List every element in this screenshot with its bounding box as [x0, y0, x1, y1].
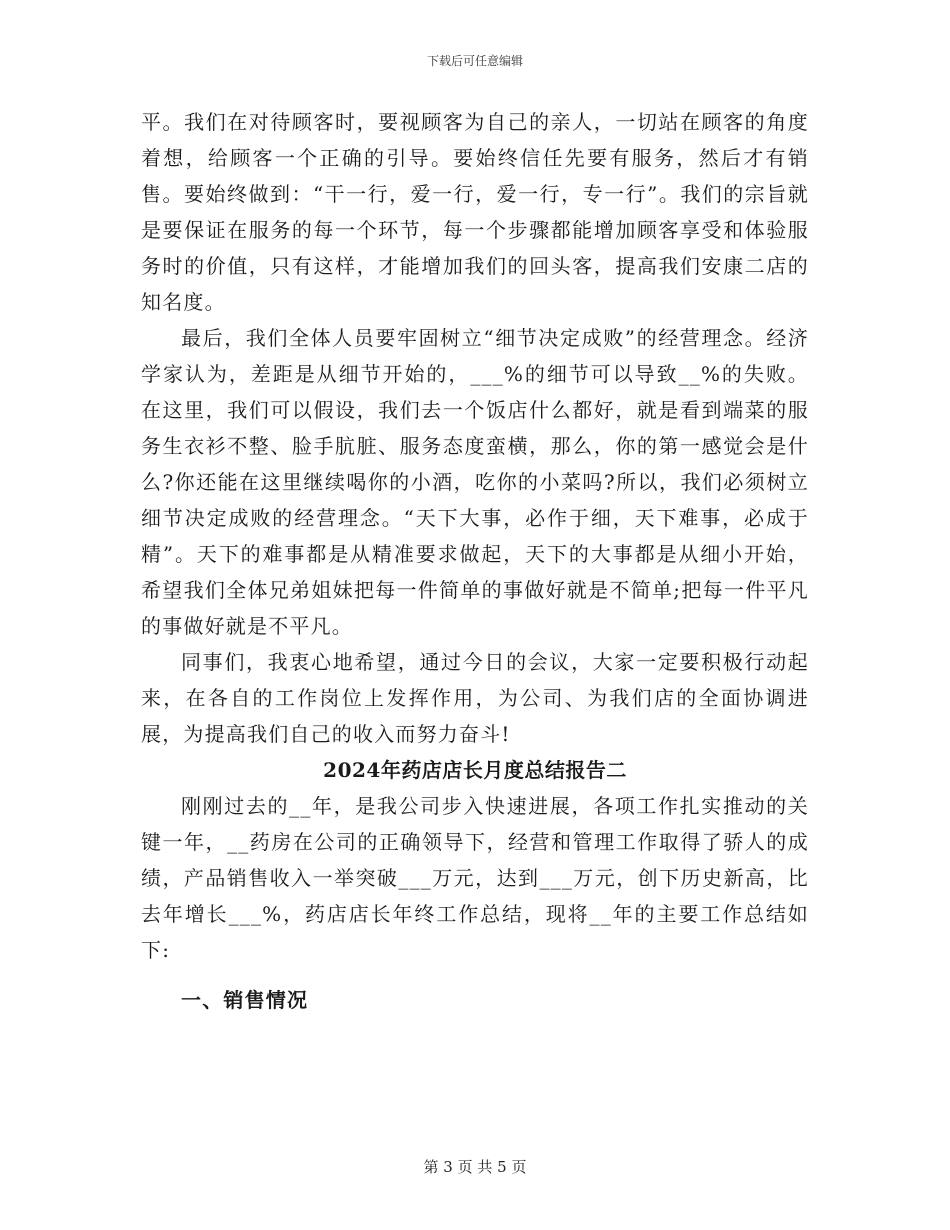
- paragraph-service-attitude: 平。我们在对待顾客时，要视顾客为自己的亲人，一切站在顾客的角度着想，给顾客一个正确的引导。要始终信任先要有服务，然后才有销售。要始终做到：“干一行，爱一行，爱一行，专一行”。我们的宗旨就是要保证在服务的每一个环节，每一个步骤都能增加顾客享受和体验服务时的价值，只有这样，才能增加我们的回头客，提高我们安康二店的知名度。: [141, 110, 809, 314]
- subheading-sales: 一、销售情况: [181, 988, 309, 1012]
- paragraph-details-decide-success: 最后，我们全体人员要牢固树立“细节决定成败”的经营理念。经济学家认为，差距是从细节开始的，___%的细节可以导致__%的失败。在这里，我们可以假设，我们去一个饭店什么都好，就是看到端菜的服务生衣衫不整、脸手肮脏、服务态度蛮横，那么，你的第一感觉会是什么?你还能在这里继续喝你的小酒，吃你的小菜吗?所以，我们必须树立细节决定成败的经营理念。“天下大事，必作于细，天下难事，必成于精”。天下的难事都是从精准要求做起，天下的大事都是从细小开始，希望我们全体兄弟姐妹把每一件简单的事做好就是不简单;把每一件平凡的事做好就是不平凡。: [141, 326, 809, 638]
- page-header-note: 下载后可任意编辑: [426, 54, 523, 68]
- page-number: 第 3 页 共 5 页: [423, 1158, 527, 1176]
- paragraph-annual-summary-intro: 刚刚过去的__年，是我公司步入快速进展，各项工作扎实推动的关键一年，__药房在公司的正确领导下，经营和管理工作取得了骄人的成绩，产品销售收入一举突破___万元，达到___万元，创下历史新高，比去年增长___%，药店店长年终工作总结，现将__年的主要工作总结如下:: [141, 794, 809, 962]
- section-title: 2024年药店店长月度总结报告二: [323, 758, 627, 782]
- paragraph-closing-appeal: 同事们，我衷心地希望，通过今日的会议，大家一定要积极行动起来，在各自的工作岗位上发挥作用，为公司、为我们店的全面协调进展，为提高我们自己的收入而努力奋斗!: [141, 650, 809, 746]
- document-body: [141, 104, 809, 1018]
